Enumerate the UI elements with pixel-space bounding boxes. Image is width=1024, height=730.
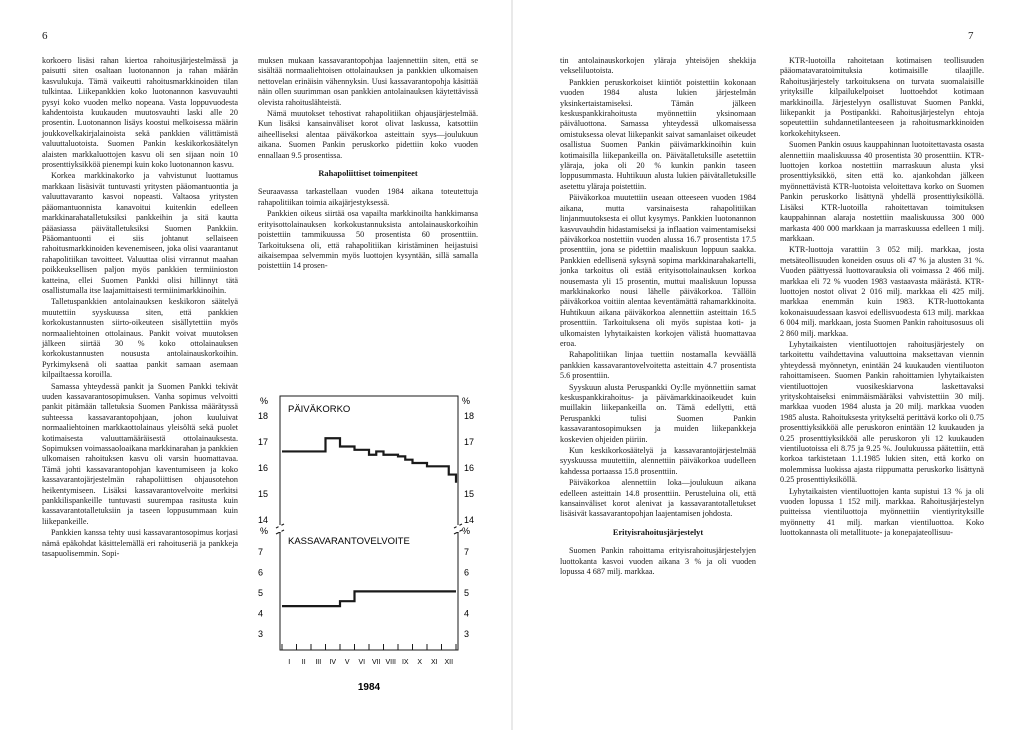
paragraph: Suomen Pankin osuus kauppahinnan luotoitettavasta osasta alennettiin maaliskuussa 40 prosentista 30 prosenttiin. KTR-luottojen korkoa nostettiin marraskuun alusta yksi prosenttiyksikkö, siten että ko. ajankohdan jälkeen myönnettävistä KTR-luotoista veloitettava korko on Suomen Pankin peruskorko lisättynä yhdellä prosenttiyksiköllä. Lisäksi KTR-luotoilla rahoitettavan toimituksen kauppahinnan alaraja nostettiin maaliskuussa 300 000 markasta 400 000 markkaan ja marraskuussa edelleen 1 milj. markkaan. <box>780 140 984 243</box>
series-label-paivakorko: PÄIVÄKORKO <box>288 404 351 415</box>
column-3 <box>560 56 756 579</box>
unit-label-right-bottom: % <box>462 526 471 536</box>
axis-break-gap <box>457 525 460 532</box>
paragraph: Päiväkorkoa muutettiin useaan otteeseen vuoden 1984 aikana, mutta varsinaisesta rahapolitiikan linjanmuutoksesta ei ollut kysymys. Pankkien luotonannon kasvuvauhdin hidastamiseksi ja inflaation vaimentamiseksi päiväkorkoa nostettiin vuoden alussa 16.7 prosentista 17.5 prosenttiin, jona se pidettiin maaliskuun loppuun saakka. Pankkien edellisenä syksynä sopima markkinarahakartelli, jonka tarkoitus oli estää erityisottolainauksen korkoa nousemasta yli 15 prosentin, muttui maaliskuun lopussa markkinakorko nousi lähelle päiväkorkoa. Tällöin päiväkorkoa voitiin alentaa keventämättä rahamarkkinoita. Huhtikuun aikana päiväkorkoa alennettiin asteittain 16.5 prosenttiin. Tarkoituksena oli myös supistaa koti- ja ulkomaisten lyhytaikaisten korkojen välistä huomattavaa eroa. <box>560 193 756 348</box>
x-tick-label: II <box>301 659 306 666</box>
y-tick-label-left: 18 <box>258 411 269 421</box>
paragraph: Lyhytaikaisten vientiluottojen rahoitusjärjestely on tarkoitettu vaihdettavina valuuttoina maksettavan viennin yhteydessä myönnetyn, enintään 24 kuukauden vientiluoton rahoittamiseen. Suomen Pankin rahoittamien lyhytaikaisten vientiluottojen vuosikeskiarvona laskettavaksi yrityskohtaiseksi enimmäismääräksi vahvistettiin 30 milj. markkaa vuoden 1984 alusta ja 20 milj. markkaa vuoden 1985 alusta. Rahoituksesta yritykseltä perittävä korko oli 0.75 prosenttiyksikköä alle peruskoron enintään 12 kuukauden ja 0.25 prosenttiyksikköä alle peruskoron yli 12 kuukauden vientiluotoissa eli 8.75 ja 9.25 %. Joulukuussa päätettiin, että korkoa tarkistetaan 1.1.1985 lukien siten, että korko on molemmissa luokissa ajasta riippumatta peruskorko lisättynä 0.25 prosenttiyksiköllä. <box>780 339 984 485</box>
y-tick-label-right: 4 <box>464 608 470 619</box>
x-tick-label: X <box>417 659 423 666</box>
paragraph: Korkea markkinakorko ja vahvistunut luottamus markkaan lisäsivät tuntuvasti yritysten pääomantuontia ja valuuttavaranto kasvoi nopeasti. Valtaosa yritysten pääomantuonnista kanavoitui kuitenkin edelleen markkinarahatalletuksiksi pankkeihin ja sitä kautta pääasiassa päivätalletuksiksi Suomen Pankkiin. Pääomantuonti ei siis johtanut sellaiseen rahoitusmarkkinoiden kevenemiseen, joka olisi vaarantanut rahapolitiikan tavoitteet. Valuuttaa olisi virrannut maahan poikkeuksellisen paljon myös pankkien termiinioston katteina, ellei Suomen Pankki olisi hillinnyt tätä osallistumalla itse laajamittaisesti termiinimarkkinoihin. <box>42 171 238 295</box>
paragraph: KTR-luotoilla rahoitetaan kotimaisen teollisuuden pääomatavaratoimituksia kotimaisille tilaajille. Rahoitusjärjestely tarkoituksena on turvata suomalaisille yrityksille kilpailukelpoiset luottoehdot kotimaan markkinoilla. Järjestelyyn osallistuvat Suomen Pankki, liikepankit ja Postipankki. Rahoitusjärjestelyn ehtoja sopeutettiin suhdannetilanteeseen ja rahoitusmarkkinoiden korkokehitykseen. <box>780 56 984 138</box>
x-axis-label: 1984 <box>357 682 381 693</box>
paragraph: korkoero lisäsi rahan kiertoa rahoitusjärjestelmässä ja paisutti siten osaltaan luotonannon ja rahan määrän kasvulukuja. Tämä vaikeutti rahoitusmarkkinoiden tilan tulkintaa. Liikepankkien koko luotonannon kasvuvauhti pysyi koko vuoden melko nopeana. Vasta loppuvuodesta kahdentoista kuukauden muutosvauhti laski alle 20 prosentin. Luotonannon lisäys koostui melkoisessa määrin joukkovelkakirjalainoista sekä pankkien välittämistä valuuttaluotoista. Suomen Pankin keskikorkosäätelyn alaisten markkaluottojen kasvu oli sen sijaan noin 10 prosenttiyksikköä pienempi kuin koko luotonannon kasvu. <box>42 56 238 170</box>
x-tick-label: IV <box>329 659 337 666</box>
x-tick-label: III <box>315 659 322 666</box>
unit-label-left-top: % <box>260 396 269 406</box>
paragraph: Rahapolitiikan linjaa tuettiin nostamalla kevväällä pankkien kassavarantovelvoitetta asteittain 4.7 prosentista 5.6 prosenttiin. <box>560 350 756 381</box>
unit-label-left-bottom: % <box>260 526 269 536</box>
paragraph: Pankkien peruskorkoiset kiintiöt poistettiin kokonaan vuoden 1984 alusta lukien järjestelmän yksinkertaistamiseksi. Tämän jälkeen keskuspankkirahoitusta myönnettiin yksinomaan päiväluottona. Samassa yhteydessä ulkomaisessa omistuksessa olevat liikepankit saivat samanlaiset oikeudet osallistua Suomen Pankin päivämarkkinoihin kuin kotimaisilla liikepankeilla on. Päivätalletuksille asetettiin yläraja, joka oli 20 % kunkin pankin taseen loppusummasta. Huhtikuun alusta lukien päivätalletuksille asetettu yläraja poistettiin. <box>560 77 756 191</box>
page-number-left: 6 <box>42 30 48 42</box>
axis-break-gap <box>279 525 282 532</box>
y-tick-label-left: 15 <box>258 489 269 499</box>
x-tick-label: VIII <box>385 659 397 666</box>
paragraph: Pankkien oikeus siirtää osa vapailta markkinoilta hankkimansa erityisottolainauksen korkokustannuksista antolainauskorkoihin poistettiin tammikuussa 50 prosentista 60 prosenttiin. Tarkoituksena oli, että rahapolitiikan kiristäminen heijastuisi aikaisempaa selvemmin myös luottojen kysyntään, sillä samalla poistettiin 14 prosen- <box>258 209 478 271</box>
y-tick-label-right: 14 <box>464 515 475 525</box>
series-line-kassavarantovelvoite <box>282 591 456 606</box>
y-tick-label-left: 6 <box>258 567 264 578</box>
paragraph: Seuraavassa tarkastellaan vuoden 1984 aikana toteutettuja rahapolitiikan toimia aikajärjestyksessä. <box>258 187 478 207</box>
paragraph: muksen mukaan kassavarantopohjaa laajennettiin siten, että se sisältää normaaliehtoisen ottolainauksen ja pankkien ulkomaisen nettovelan erinäisin vähennyksin. Uusi kassavarantopohja käsittää näin ollen suurimman osan pankkien antolainauksen käytettävissä olevista rahoituslähteistä. <box>258 56 478 107</box>
paragraph: Talletuspankkien antolainauksen keskikoron säätelyä muutettiin syyskuussa siten, että pankkien korkokustannusten siirto-oikeuteen sisällytettiin myös normaaliehtoinen ottolainaus. Pankit voivat muutoksen jälkeen siirtää 30 % koko ottolainauksen korkokustannusten noususta antolainauskorkoihin. Pyrkimyksenä oli saattaa pankit samaan asemaan kilpailtaessa koroilla. <box>42 297 238 380</box>
interest-rate-chart <box>252 386 492 696</box>
paragraph: Kun keskikorkosäätelyä ja kassavarantojärjestelmää syyskuussa muutettiin, alennettiin päiväkorkoa uudelleen kahdessa portaassa 15.8 prosenttiin. <box>560 446 756 476</box>
x-tick-label: IX <box>401 659 409 666</box>
y-tick-label-left: 4 <box>258 608 264 619</box>
y-tick-label-right: 18 <box>464 411 475 421</box>
paragraph: Samassa yhteydessä pankit ja Suomen Pankki tekivät uuden kassavarantosopimuksen. Vanha sopimus velvoitti pankit pitämään talletuksia Suomen Pankissa määrätyssä suhteessa kassavarantopohjaan, johon kuuluivat normaaliehtoinen markkaottolainaus yleisöltä sekä puolet kotimaisesta valuuttamääräisestä ottolainauksesta. Sopimuksen voimassaoloaikana markkinarahan ja pankkien ulkomaisen rahoituksen kasvu oli varsin huomattavaa. Tämä johti kassavarantopohjan kaventumiseen ja koko kassavarantojärjestelmän rahapoliittisen ohjausotehon heikentymiseen. Lisäksi kassavarantovelvoite merkitsi pankkilispankeille tuntuvasti suurempaa rasitusta kuin kassavarantotalletuksiin ja taseen loppusummaan kuin liikepankeille. <box>42 381 238 526</box>
chart-frame <box>280 396 458 650</box>
x-tick-label: V <box>344 659 350 666</box>
column-2 <box>258 56 478 273</box>
x-tick-label: VII <box>371 659 381 666</box>
paragraph: Syyskuun alusta Peruspankki Oy:lle myönnettiin samat keskuspankkirahoitus- ja päivämarkkinaoikeudet kuin muillakin liikepankeilla on. Tämä edellytti, että Peruspankki tulisi Suomen Pankin kassavarantosopimuksen ja muiden liikepankkeja koskevien ohjeiden piiriin. <box>560 382 756 444</box>
y-tick-label-left: 17 <box>258 437 269 447</box>
y-tick-label-right: 15 <box>464 489 475 499</box>
series-line-paivakorko <box>282 438 456 483</box>
paragraph: Nämä muutokset tehostivat rahapolitiikan ohjausjärjestelmää. Kun lisäksi kansainväliset korot olivat laskussa, katsottiin aiheelliseksi alentaa päiväkorkoa asteittain syys—joulukuun aikana. Suomen Pankin peruskorko pidettiin koko vuoden ennallaan 9.5 prosentissa. <box>258 109 478 160</box>
y-tick-label-left: 14 <box>258 515 269 525</box>
y-tick-label-right: 5 <box>464 588 470 598</box>
y-tick-label-right: 16 <box>464 463 475 473</box>
paragraph: Päiväkorkoa alennettiin loka—joulukuun aikana edelleen asteittain 14.8 prosenttiin. Perusteluina oli, että kansainväliset korot alenivat ja kassavarantotalletukset lisäsivät kassavarantopohjan laajentamisen johdosta. <box>560 478 756 519</box>
y-tick-label-right: 17 <box>464 437 475 447</box>
column-1 <box>42 56 238 561</box>
y-tick-label-left: 5 <box>258 588 264 598</box>
y-tick-label-left: 7 <box>258 547 264 557</box>
unit-label-right-top: % <box>462 396 471 406</box>
page-number-right: 7 <box>968 30 974 42</box>
series-label-kassavarantovelvoite: KASSAVARANTOVELVOITE <box>288 536 410 547</box>
section-heading: Erityisrahoitusjärjestelyt <box>612 527 704 537</box>
x-tick-label: XII <box>444 659 454 666</box>
paragraph: Lyhytaikaisten vientiluottojen kanta supistui 13 % ja oli vuoden lopussa 1 152 milj. markkaa. Rahoitusjärjestelyn puitteissa vientiluottoja myönnettiin vientiyrityksille myönnetty 41 milj. markan vientiluottoa. Koko luottokannasta oli metallituote- ja konepajateollisuu- <box>780 486 984 538</box>
paragraph: Suomen Pankin rahoittama erityisrahoitusjärjestelyjen luottokanta kasvoi vuoden aikana 3 % ja oli vuoden lopussa 4 687 milj. markkaa. <box>560 546 756 577</box>
y-tick-label-left: 16 <box>258 463 269 473</box>
y-tick-label-left: 3 <box>258 629 264 639</box>
y-tick-label-right: 6 <box>464 567 470 578</box>
y-tick-label-right: 7 <box>464 547 470 557</box>
column-4 <box>780 56 984 540</box>
page-gutter <box>511 0 513 730</box>
x-tick-label: VI <box>358 659 366 666</box>
x-tick-label: XI <box>430 659 438 666</box>
chart-svg <box>252 386 492 696</box>
section-heading: Rahapoliittiset toimenpiteet <box>318 169 418 179</box>
paragraph: KTR-luottoja varattiin 3 052 milj. markkaa, josta metsäteollisuuden koneiden osuus oli 47 % ja alusten 31 %. Vuoden päättyessä luottovarauksia oli voimassa 2 466 milj. markkaa eli 72 % vuoden 1983 vastaavasta määrästä. KTR-luottojen nostot olivat 2 016 milj. markkaa eli 425 milj. markkaa enemmän kuin 1983. KTR-luottokanta kokonaisuudessaan kasvoi edellisvuodesta 613 milj. markkaa 6 004 milj. markkaan, josta Suomen Pankin rahoitusosuus oli 2 860 milj. markkaa. <box>780 245 984 338</box>
y-tick-label-right: 3 <box>464 629 470 639</box>
paragraph: Pankkien kanssa tehty uusi kassavarantosopimus korjasi nämä epäkohdat käsittelemällä eri rahoituseriä ja pankkeja tasapuolisemmin. Sopi- <box>42 528 238 559</box>
paragraph: tin antolainauskorkojen yläraja yhteisöjen shekkija vekseliluotoista. <box>560 56 756 76</box>
x-tick-label: I <box>288 659 291 666</box>
